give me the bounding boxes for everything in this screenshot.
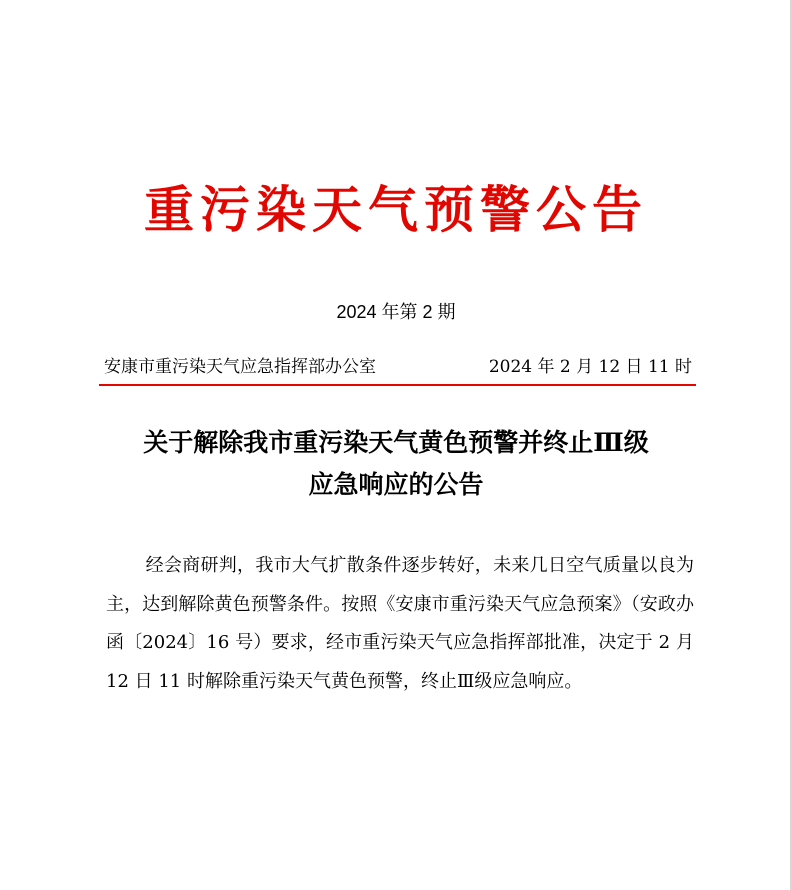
issue-date: 2024 年 2 月 12 日 11 时 <box>488 357 692 377</box>
document-title-line-2: 应急响应的公告 <box>308 470 484 499</box>
issuer-line <box>104 352 692 377</box>
red-divider <box>99 384 696 386</box>
body-paragraph: 经会商研判，我市大气扩散条件逐步转好，未来几日空气质量以良为主，达到解除黄色预警条件。按照《安康市重污染天气应急预案》（安政办函〔2024〕16 号）要求，经市重污染天气应急指挥部批准，决定于 2 月 12 日 11 时解除重污染天气黄色预警，终止Ⅲ级应急响应。 <box>106 555 694 692</box>
issuer-name: 安康市重污染天气应急指挥部办公室 <box>104 357 376 377</box>
issue-number: 2024 年第 2 期 <box>336 302 456 322</box>
masthead-title: 重污染天气预警公告 <box>144 181 648 239</box>
document-title-line-1: 关于解除我市重污染天气黄色预警并终止Ⅲ级 <box>143 428 649 457</box>
document-title <box>90 422 702 506</box>
